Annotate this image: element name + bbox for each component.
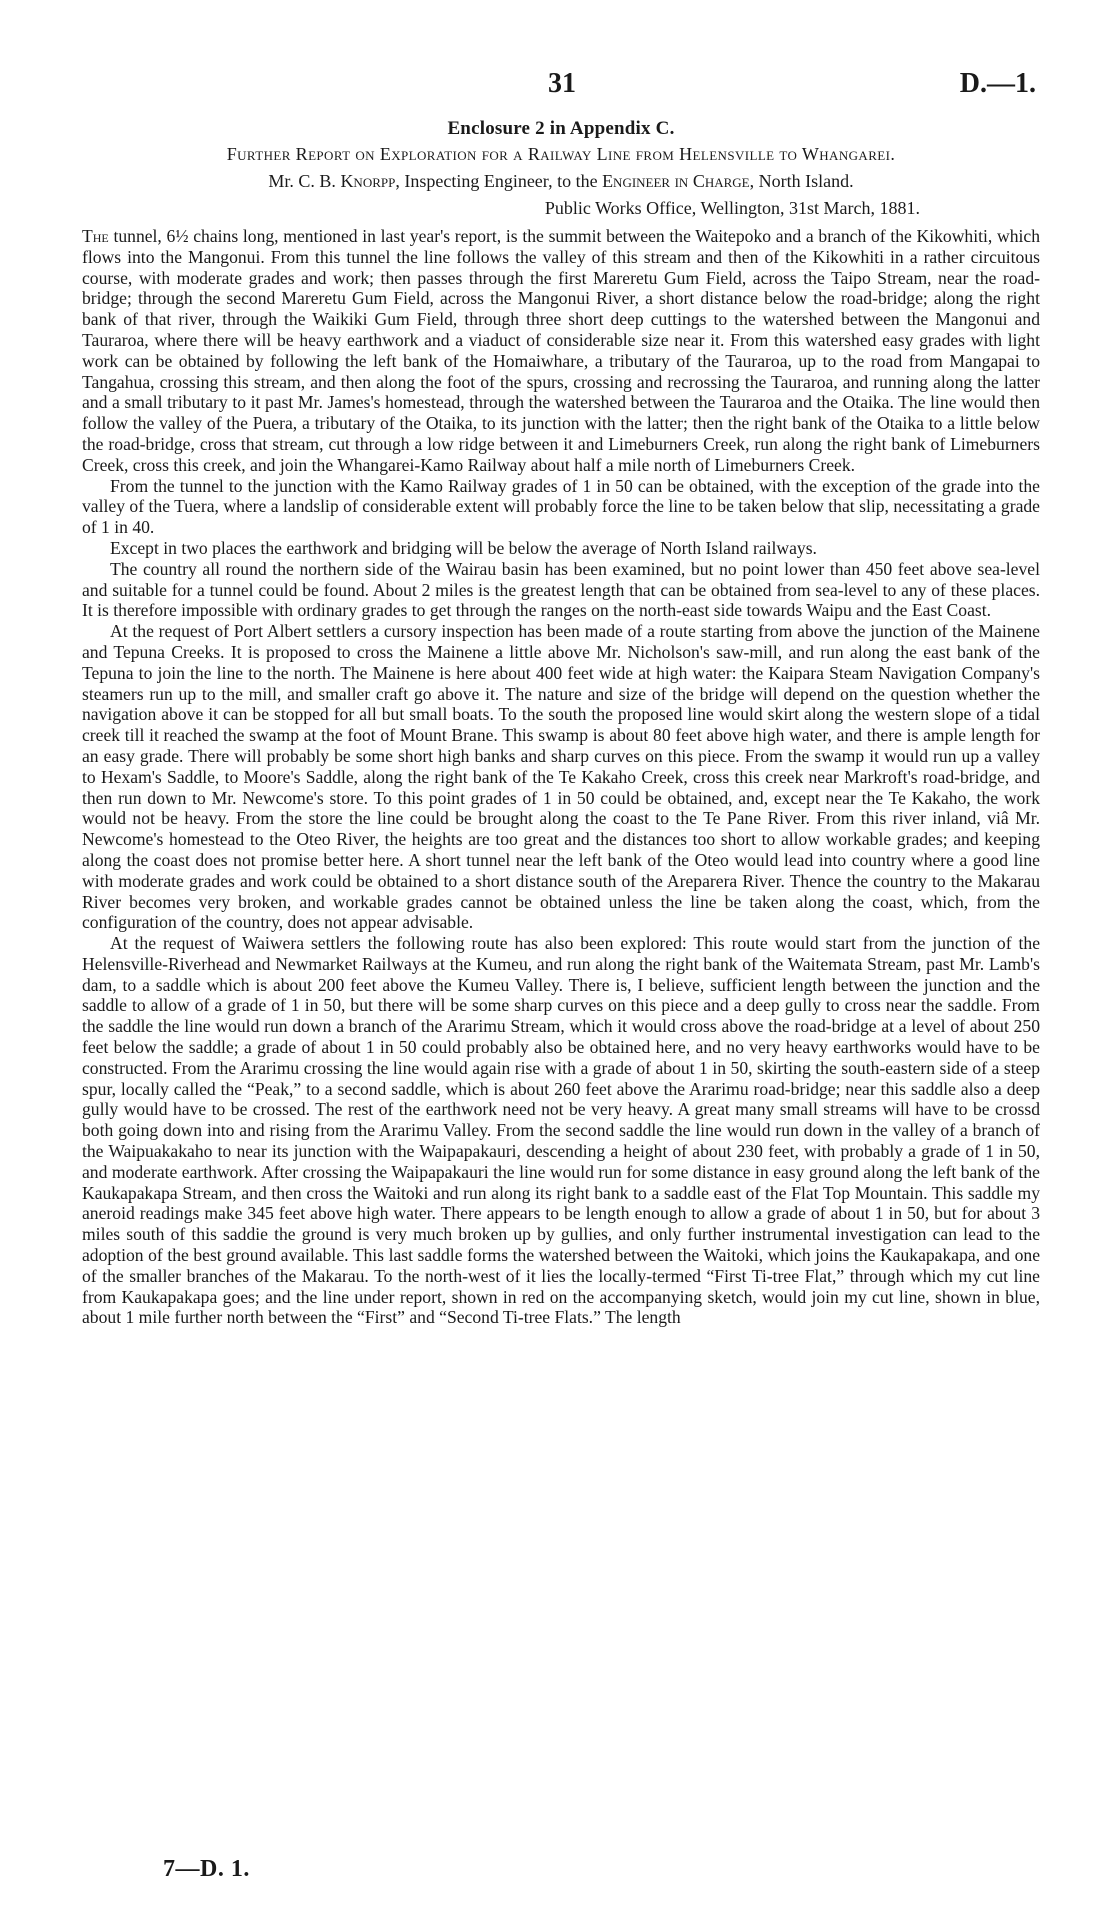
addressee-middle: , Inspecting Engineer, to the (395, 171, 603, 191)
heading-block (82, 118, 1040, 219)
paragraph-2: From the tunnel to the junction with the Kamo Railway grades of 1 in 50 can be obtained, with the exception of the grade into the valley of the Tuera, where a landslip of considerable extent will probably force the line to be taken below that slip, necessitating a grade of 1 in 40. (82, 475, 1040, 538)
paragraph-5: At the request of Port Albert settlers a cursory inspection has been made of a route starting from above the junction of the Mainene and Tepuna Creeks. It is proposed to cross the Mainene a little above Mr. Nicholson's saw-mill, and run along the east bank of the Tepuna to join the line to the north. The Mainene is here about 400 feet wide at high water: the Kaipara Steam Navigation Company's steamers run up to the mill, and smaller craft go above it. The nature and size of the bridge will depend on the question whether the navigation above it can be stopped for all but small boats. To the south the proposed line would skirt along the western slope of a tidal creek till it reached the swamp at the foot of Mount Brane. This swamp is about 80 feet above high water, and there is ample length for an easy grade. There will probably be some short high banks and sharp curves on this piece. From the swamp it would run up a valley to Hexam's Saddle, to Moore's Saddle, along the right bank of the Te Kakaho Creek, cross this creek near Markroft's road-bridge, and then run down to Mr. Newcome's store. To this point grades of 1 in 50 could be obtained, and, except near the Te Kakaho, the work would not be heavy. From the store the line could be brought along the coast to the Te Pane River. From this river inland, viâ Mr. Newcome's homestead to the Oteo River, the heights are too great and the distances too short to allow workable grades; and keeping along the coast does not promise better here. A short tunnel near the left bank of the Oteo would lead into country where a good line with moderate grades and work could be obtained to a short distance south of the Areparera River. Thence the country to the Makarau River becomes very broken, and workable grades cannot be obtained unless the line be taken along the coast, which, from the configuration of the country, does not appear advisable. (82, 621, 1040, 933)
addressee-line (82, 171, 1040, 192)
report-title: Further Report on Exploration for a Railway Line from Helensville to Whangarei. (226, 144, 896, 164)
enclosure-title: Enclosure 2 in Appendix C. (447, 118, 675, 139)
paragraph-text: tunnel, 6½ chains long, mentioned in last year's report, is the summit between the Waitepoko and a branch of the Kikowhiti, which flows into the Mangonui. From this tunnel the line follows the valley of this stream and then of the Kikowhiti in a rather circuitous course, with moderate grades and work; then passes through the first Mareretu Gum Field, across the Taipo Stream, near the road-bridge; through the second Mareretu Gum Field, across the Mangonui River, a short distance below the road-bridge; along the right bank of that river, through the Waikiki Gum Field, through three short deep cuttings to the watershed between the Mangonui and Tauraroa, where there will be heavy earthwork and a viaduct of considerable size near it. From this watershed easy grades with light work can be obtained by following the left bank of the Homaiwhare, a tributary of the Tauraroa, up to the road from Mangapai to Tangahua, crossing this stream, and then along the foot of the spurs, crossing and recrossing the Tauraroa, and running along the latter and a small tributary to it past Mr. James's homestead, through the watershed between the Tauraroa and the Otaika. The line would then follow the valley of the Puera, a tributary of the Otaika, to its junction with the latter; then the right bank of the Otaika to a little below the road-bridge, cross that stream, cut through a low ridge between it and Limeburners Creek, run along the right bank of Limeburners Creek, cross this creek, and join the Whangarei-Kamo Railway about half a mile north of Limeburners Creek. (82, 226, 1040, 475)
paragraph-lead-word: The (82, 226, 109, 246)
paragraph-6: At the request of Waiwera settlers the following route has also been explored: This route would start from the junction of the Helensville-Riverhead and Newmarket Railways at the Kumeu, and run along the right bank of the Waitemata Stream, past Mr. Lamb's dam, to a saddle which is about 200 feet above the Kumeu Valley. There is, I believe, sufficient length between the junction and the saddle to allow of a grade of 1 in 50, but there will be some sharp curves on this piece and a deep gully to cross near the saddle. From the saddle the line would run down a branch of the Ararimu Stream, which it would cross above the road-bridge at a level of about 250 feet below the saddle; a grade of about 1 in 50 could probably also be obtained here, and no very heavy earthworks would have to be constructed. From the Ararimu crossing the line would again rise with a grade of about 1 in 50, skirting the south-eastern side of a steep spur, locally called the “Peak,” to a second saddle, which is about 260 feet above the Ararimu road-bridge; near this saddle also a deep gully would have to be crossed. The rest of the earthwork need not be very heavy. A great many small streams will have to be crossd both going down into and rising from the Ararimu Valley. From the second saddle the line would run down in the valley of a branch of the Waipuakakaho to near its junction with the Waipapakauri, descending a height of about 230 feet, with probably a grade of 1 in 50, and moderate earthwork. After crossing the Waipapakauri the line would run for some distance in easy ground along the left bank of the Kaukapakapa Stream, and then cross the Waitoki and run along its right bank to a saddle east of the Flat Top Mountain. This saddle my aneroid readings make 345 feet above high water. There appears to be length enough to allow a grade of about 1 in 50, but for about 3 miles south of this saddie the ground is very much broken up by gullies, and only further instrumental investigation can lead to the adoption of the best ground available. This last saddle forms the watershed between the Waitoki, which joins the Kaukapakapa, and one of the smaller branches of the Makarau. To the north-west of it lies the locally-termed “First Ti-tree Flat,” through which my cut line from Kaukapakapa goes; and the line under report, shown in red on the accompanying sketch, would join my cut line, shown in blue, about 1 mile further north between the “First” and “Second Ti-tree Flats.” The length (82, 933, 1040, 1328)
addressee-office: Engineer in Charge (602, 171, 750, 191)
document-id: D.—1. (959, 68, 1036, 99)
paragraph-1 (82, 226, 1040, 476)
page-number: 31 (548, 68, 576, 99)
report-body (82, 226, 1040, 1328)
addressee-name: Knorpp (340, 171, 396, 191)
dateline: Public Works Office, Wellington, 31st March, 1881. (544, 198, 920, 218)
addressee-prefix: Mr. C. B. (268, 171, 341, 191)
footer-signature: 7—D. 1. (163, 1856, 250, 1882)
paragraph-3: Except in two places the earthwork and bridging will be below the average of North Island railways. (110, 537, 817, 558)
addressee-suffix: , North Island. (749, 171, 854, 191)
paragraph-4: The country all round the northern side of the Wairau basin has been examined, but no point lower than 450 feet above sea-level and suitable for a tunnel could be found. About 2 miles is the greatest length that can be obtained from sea-level to any of these places. It is therefore impossible with ordinary grades to get through the ranges on the north-east side towards Waipu and the East Coast. (82, 558, 1040, 621)
